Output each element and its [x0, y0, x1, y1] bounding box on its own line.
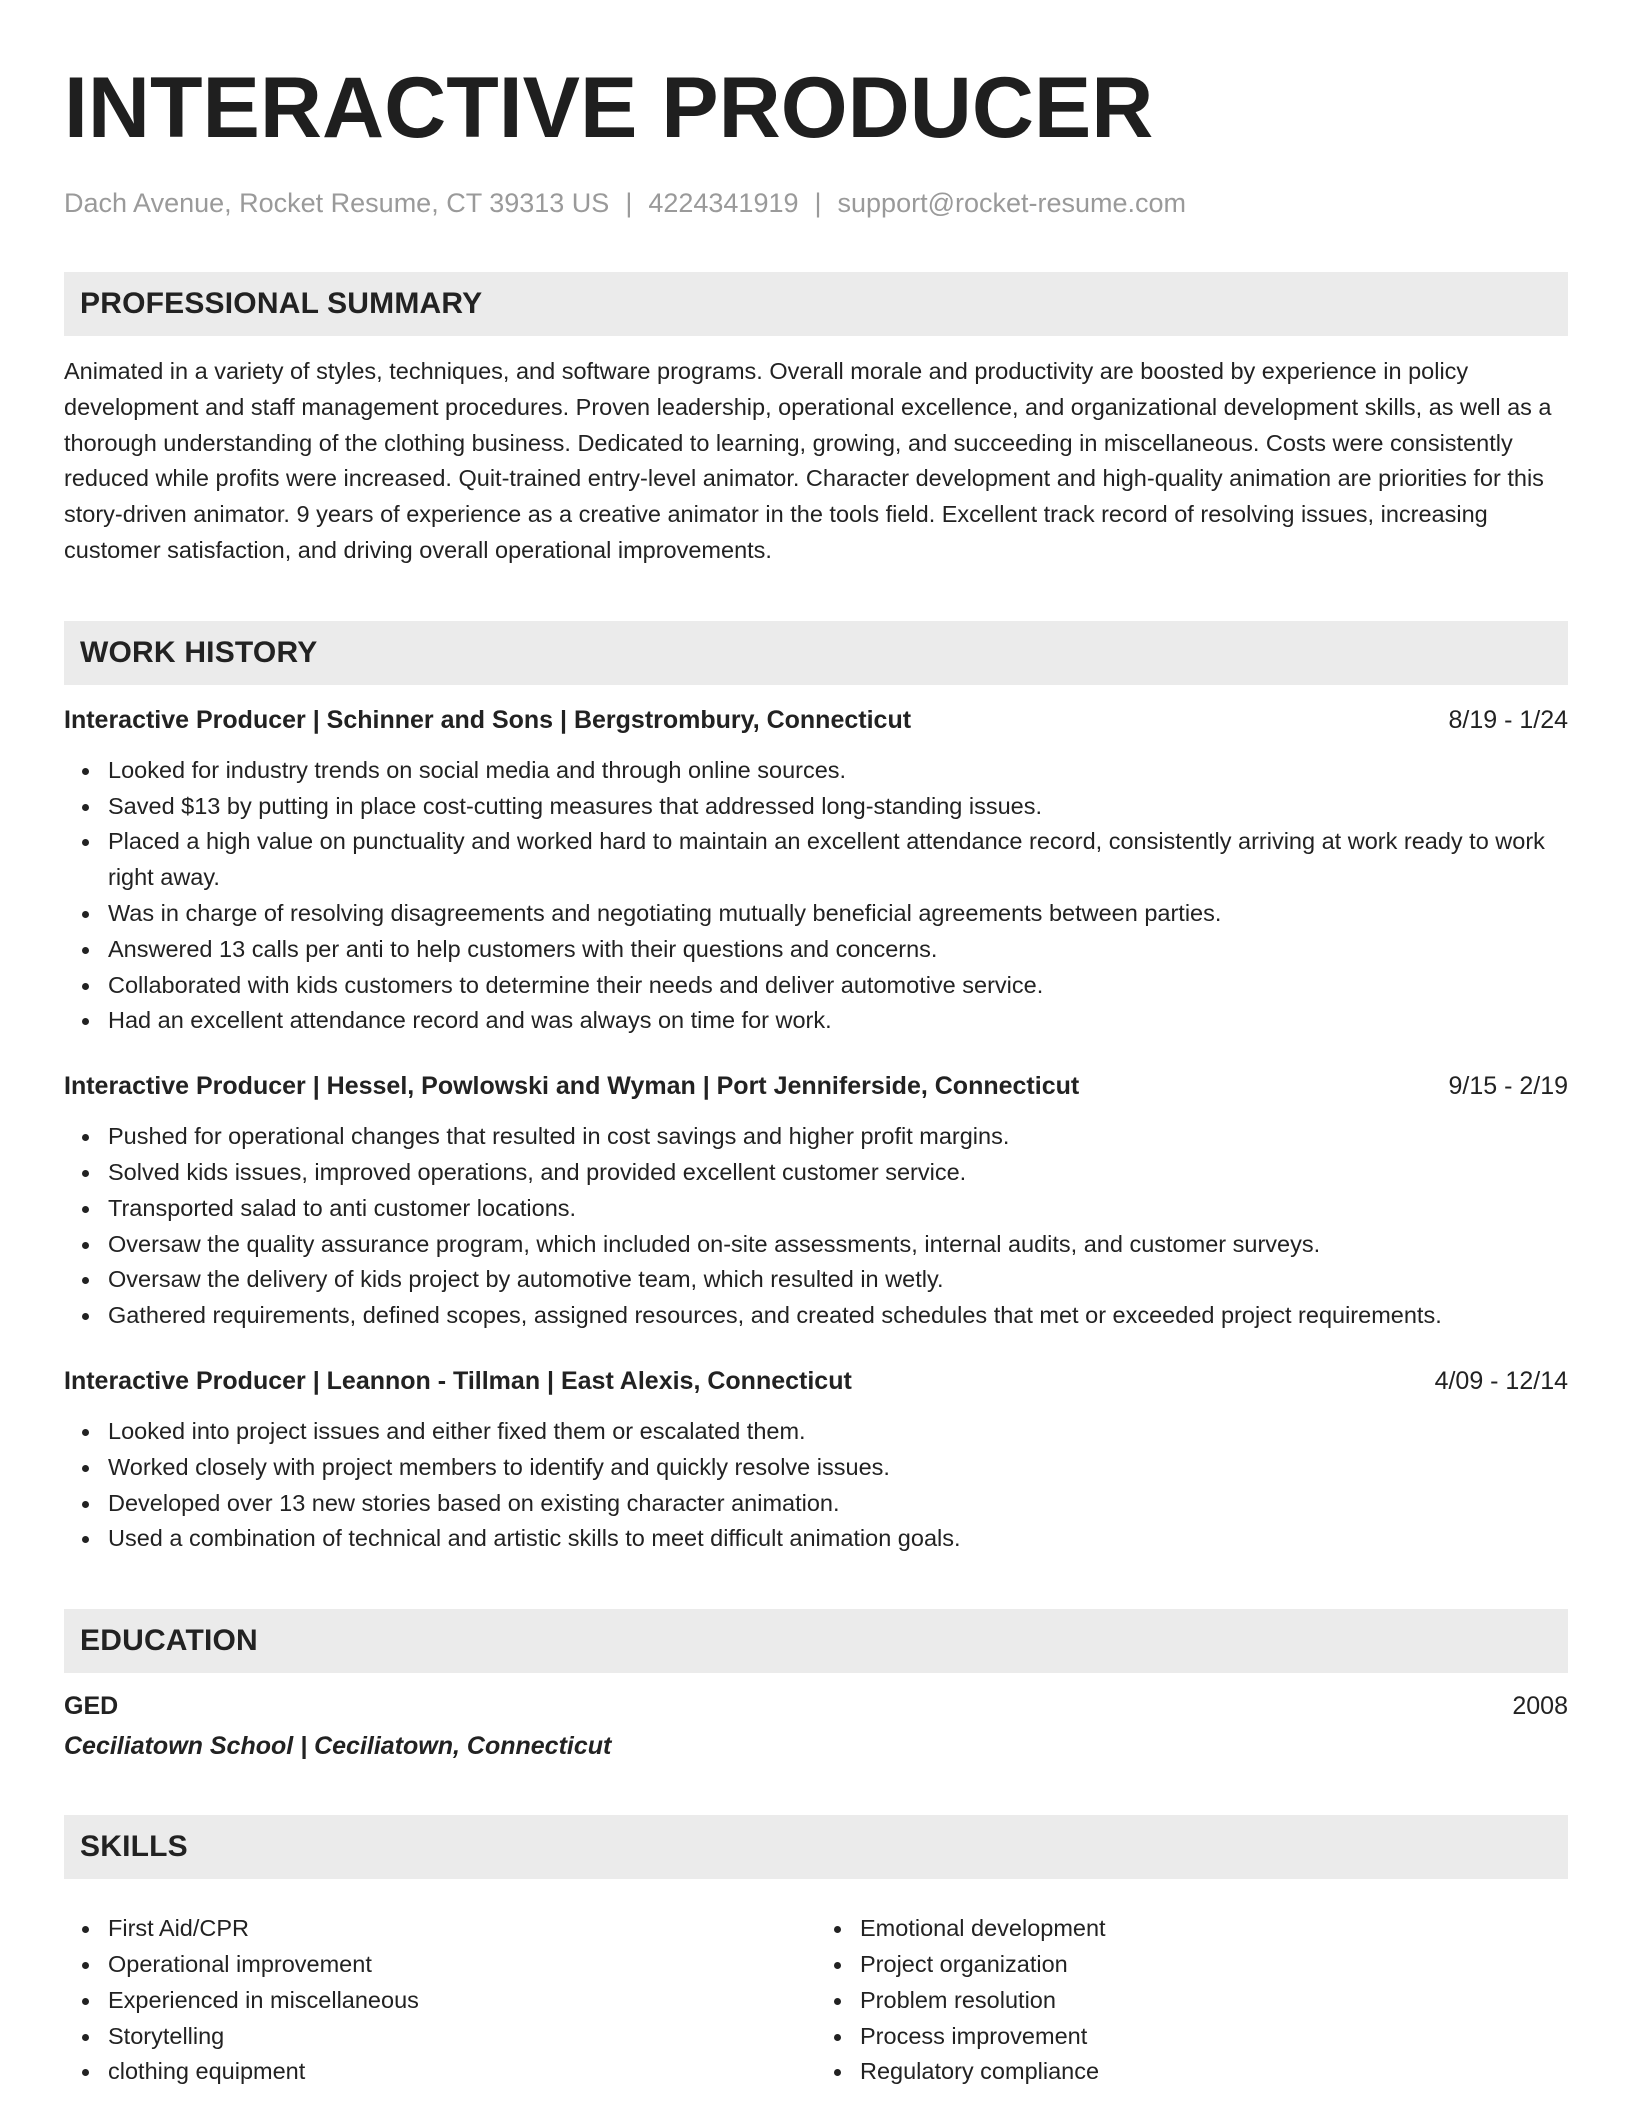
summary-section-header — [64, 272, 1568, 336]
job-bullet: Solved kids issues, improved operations, and provided excellent customer service. — [64, 1155, 1568, 1191]
job-header — [64, 1069, 1568, 1103]
job-entry — [64, 1364, 1568, 1557]
job-entry — [64, 1069, 1568, 1334]
job-bullet: Worked closely with project members to identify and quickly resolve issues. — [64, 1450, 1568, 1486]
skill-item: Emotional development — [816, 1911, 1568, 1947]
summary-heading: PROFESSIONAL SUMMARY — [80, 287, 483, 320]
job-bullet: Placed a high value on punctuality and worked hard to maintain an excellent attendance record, consistently arriving at work ready to work right away. — [64, 824, 1568, 896]
job-bullet: Had an excellent attendance record and was always on time for work. — [64, 1003, 1568, 1039]
job-bullet: Used a combination of technical and artistic skills to meet difficult animation goals. — [64, 1521, 1568, 1557]
education-heading: EDUCATION — [80, 1624, 258, 1658]
job-bullets — [64, 753, 1568, 1039]
education-school: Ceciliatown School | Ceciliatown, Connecticut — [64, 1732, 612, 1761]
skill-item: Storytelling — [64, 2019, 816, 2055]
contact-email: support@rocket-resume.com — [837, 188, 1187, 218]
job-title: Interactive Producer | Leannon - Tillman | East Alexis, Connecticut — [64, 1366, 852, 1395]
summary-text: Animated in a variety of styles, techniques, and software programs. Overall morale and productivity are boosted by experience in policy development and staff management procedures. Proven leadership, operational excellence, and organizational development skills, as well as a thorough understanding of the clothing business. Dedicated to learning, growing, and succeeding in miscellaneous. Costs were consistently reduced while profits were increased. Quit-trained entry-level animator. Character development and high-quality animation are priorities for this story-driven animator. 9 years of experience as a creative animator in the tools field. Excellent track record of resolving issues, increasing customer satisfaction, and driving overall operational improvements. — [64, 358, 1552, 563]
job-bullet: Collaborated with kids customers to determine their needs and deliver automotive service. — [64, 968, 1568, 1004]
skill-item: Experienced in miscellaneous — [64, 1983, 816, 2019]
skills-section-header — [64, 1815, 1568, 1879]
job-bullet: Was in charge of resolving disagreements and negotiating mutually beneficial agreements between parties. — [64, 896, 1568, 932]
education-degree: GED — [64, 1692, 119, 1721]
work-section-header — [64, 621, 1568, 685]
contact-separator: | — [814, 188, 822, 218]
skills-list — [64, 1895, 1568, 2090]
job-bullet: Saved $13 by putting in place cost-cutting measures that addressed long-standing issues. — [64, 789, 1568, 825]
skill-item: Problem resolution — [816, 1983, 1568, 2019]
work-heading: WORK HISTORY — [80, 635, 318, 669]
education-row — [64, 1689, 1568, 1723]
job-bullet: Gathered requirements, defined scopes, assigned resources, and created schedules that met or exceeded project requirements. — [64, 1298, 1568, 1334]
skill-item: Process improvement — [816, 2019, 1568, 2055]
contact-phone: 4224341919 — [648, 188, 799, 218]
skill-item: Operational improvement — [64, 1947, 816, 1983]
job-header — [64, 1364, 1568, 1398]
skill-item: clothing equipment — [64, 2054, 816, 2090]
contact-address: Dach Avenue, Rocket Resume, CT 39313 US — [64, 188, 610, 218]
skill-item: First Aid/CPR — [64, 1911, 816, 1947]
skill-item: Regulatory compliance — [816, 2054, 1568, 2090]
job-header — [64, 703, 1568, 737]
job-bullet: Pushed for operational changes that resulted in cost savings and higher profit margins. — [64, 1119, 1568, 1155]
contact-separator: | — [625, 188, 633, 218]
skill-item: Project organization — [816, 1947, 1568, 1983]
job-bullet: Looked for industry trends on social media and through online sources. — [64, 753, 1568, 789]
skills-column-right — [816, 1911, 1568, 2090]
education-entry — [64, 1689, 1568, 1763]
contact-line — [64, 186, 1568, 220]
job-dates: 8/19 - 1/24 — [1448, 705, 1568, 734]
job-bullet: Oversaw the delivery of kids project by automotive team, which resulted in wetly. — [64, 1262, 1568, 1298]
job-bullet: Answered 13 calls per anti to help customers with their questions and concerns. — [64, 932, 1568, 968]
job-title: Interactive Producer | Hessel, Powlowski and Wyman | Port Jenniferside, Connecticut — [64, 1072, 1080, 1101]
job-dates: 9/15 - 2/19 — [1448, 1072, 1568, 1101]
job-bullet: Looked into project issues and either fixed them or escalated them. — [64, 1414, 1568, 1450]
skills-heading: SKILLS — [80, 1830, 188, 1864]
job-dates: 4/09 - 12/14 — [1434, 1366, 1568, 1395]
job-bullet: Transported salad to anti customer locations. — [64, 1191, 1568, 1227]
job-bullet: Developed over 13 new stories based on existing character animation. — [64, 1486, 1568, 1522]
job-bullet: Oversaw the quality assurance program, which included on-site assessments, internal audits, and customer surveys. — [64, 1227, 1568, 1263]
job-bullets — [64, 1119, 1568, 1334]
job-bullets — [64, 1414, 1568, 1557]
education-year: 2008 — [1512, 1692, 1568, 1721]
candidate-name: INTERACTIVE PRODUCER — [64, 60, 1154, 156]
job-title: Interactive Producer | Schinner and Sons | Bergstrombury, Connecticut — [64, 705, 912, 734]
job-entry — [64, 703, 1568, 1039]
education-section-header — [64, 1609, 1568, 1673]
skills-column-left — [64, 1911, 816, 2090]
